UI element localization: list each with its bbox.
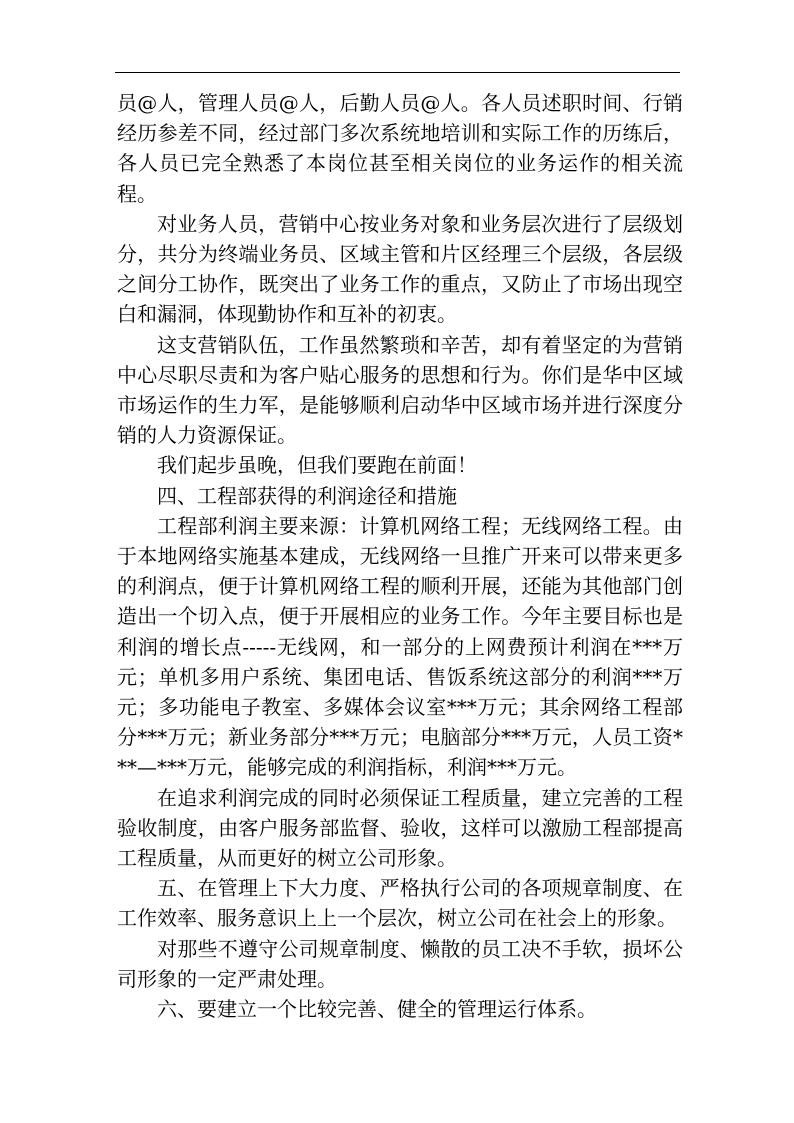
paragraph-profit-sources: 工程部利润主要来源：计算机网络工程；无线网络工程。由于本地网络实施基本建成，无线网络一旦推广开来可以带来更多的利润点，便于计算机网络工程的顺利开展，还能为其他部门创造出一个切入点，便于开展相应的业务工作。今年主要目标也是利润的增长点-----无线网，和一部分的上网费预计利润在***万元；单机多用户系统、集团电话、售饭系统这部分的利润***万元；多功能电子教室、多媒体会议室***万元；其余网络工程部分***万元；新业务部分***万元；电脑部分***万元，人员工资***—***万元，能够完成的利润指标，利润***万元。 bbox=[117, 513, 683, 780]
document-body bbox=[117, 88, 683, 1024]
paragraph-sales-levels: 对业务人员，营销中心按业务对象和业务层次进行了层级划分，共分为终端业务员、区域主管和片区经理三个层级，各层级之间分工协作，既突出了业务工作的重点，又防止了市场出现空白和漏洞，体现勤协作和互补的初衷。 bbox=[117, 211, 683, 327]
paragraph-discipline: 对那些不遵守公司规章制度、懒散的员工决不手软，损坏公司形象的一定严肃处理。 bbox=[117, 936, 683, 991]
paragraph-quality: 在追求利润完成的同时必须保证工程质量，建立完善的工程验收制度，由客户服务部监督、验收，这样可以激励工程部提高工程质量，从而更好的树立公司形象。 bbox=[117, 785, 683, 871]
paragraph-staff-summary: 员@人，管理人员@人，后勤人员@人。各人员述职时间、行销经历参差不同，经过部门多次系统地培训和实际工作的历练后，各人员已完全熟悉了本岗位甚至相关岗位的业务运作的相关流程。 bbox=[117, 91, 683, 206]
header-rule bbox=[115, 72, 680, 73]
section-heading-five: 五、在管理上下大力度、严格执行公司的各项规章制度、在工作效率、服务意识上上一个层次，树立公司在社会上的形象。 bbox=[117, 876, 683, 931]
section-heading-four: 四、工程部获得的利润途径和措施 bbox=[157, 483, 457, 508]
section-heading-six: 六、要建立一个比较完善、健全的管理运行体系。 bbox=[157, 997, 597, 1022]
paragraph-sales-team: 这支营销队伍，工作虽然繁琐和辛苦，却有着坚定的为营销中心尽职尽责和为客户贴心服务的思想和行为。你们是华中区域市场运作的生力军，是能够顺利启动华中区域市场并进行深度分销的人力资源保证。 bbox=[117, 332, 683, 448]
paragraph-motto: 我们起步虽晚，但我们要跑在前面！ bbox=[157, 453, 477, 478]
